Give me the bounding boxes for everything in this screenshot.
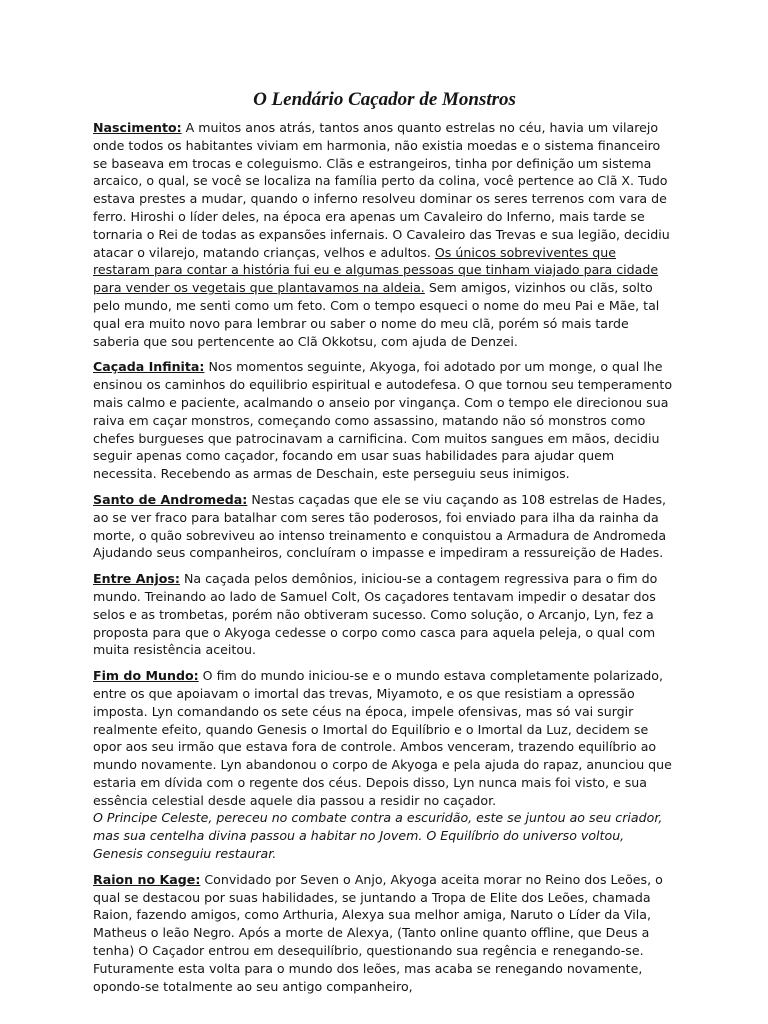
section-text: Na caçada pelos demônios, iniciou-se a contagem regressiva para o fim do mundo. Treinando ao lado de Samuel Colt, Os caçadores tentavam impedir o desatar dos selos e as trombetas, porém não obtiveram sucesso. Como solução, o Arcanjo, Lyn, fez a proposta para que o Akyoga cedesse o corpo como casca para aquela peleja, o qual com muita resistência aceitou. (93, 571, 658, 658)
section-heading: Caçada Infinita: (93, 359, 205, 375)
italic-quote: O Principe Celeste, pereceu no combate contra a escuridão, este se juntou ao seu criador, mas sua centelha divina passou a habitar no Jovem. O Equilíbrio do universo voltou, Genesis conseguiu restaurar. (93, 810, 663, 862)
section-santo-de-andromeda (93, 491, 676, 562)
section-heading: Santo de Andromeda: (93, 491, 248, 507)
underlined-text: Os únicos sobreviventes que restaram para contar a história fui eu e algumas pessoas que tinham viajado para cidade para vender os vegetais que plantavamos na aldeia. (93, 244, 659, 296)
section-heading: Nascimento: (93, 120, 182, 135)
section-text: Nestas caçadas que ele se viu caçando as 108 estrelas de Hades, ao se ver fraco para batalhar com seres tão poderosos, foi enviado para ilha da rainha da morte, o quão sobreviveu ao intenso treinamento e conquistou a Armadura de Andromeda Ajudando seus companheiros, concluíram o impasse e impediram a ressureição de Hades. (93, 491, 667, 561)
section-text-continued: Sem amigos, vizinhos ou clãs, solto pelo mundo, me senti como um feto. Com o tempo esqueci o nome do meu Pai e Mãe, tal qual era muito novo para lembrar ou saber o nome do meu clã, porém só mais tarde saberia que sou pertencente ao Clã Okkotsu, com ajuda de Denzei. (93, 280, 660, 349)
section-text: A muitos anos atrás, tantos anos quanto estrelas no céu, havia um vilarejo onde todos os habitantes viviam em harmonia, não existia moedas e o sistema financeiro se baseava em trocas e coleguismo. Clãs e estrangeiros, tinha por definição um sistema arcaico, o qual, se você se localiza na família perto da colina, você pertence ao Clã X. Tudo estava prestes a mudar, quando o inferno resolveu dominar os seres terrenos com vara de ferro. Hiroshi o líder deles, na época era apenas um Cavaleiro do Inferno, mais tarde se tornaria o Rei de todas as expansões infernais. O Cavaleiro das Trevas e sua legião, decidiu atacar o vilarejo, matando crianças, velhos e adultos. (93, 120, 670, 260)
section-text: Convidado por Seven o Anjo, Akyoga aceita morar no Reino dos Leões, o qual se destacou por suas habilidades, se juntando a Tropa de Elite dos Leões, chamada Raion, fazendo amigos, como Arthuria, Alexya sua melhor amiga, Naruto o Líder da Vila, Matheus o leão Negro. Após a morte de Alexya, (Tanto online quanto offline, que Deus a tenha) O Caçador entrou em desequilíbrio, questionando sua regência e renegando-se. Futuramente esta volta para o mundo dos leões, mas acaba se renegando novamente, opondo-se totalmente ao seu antigo companheiro, (93, 871, 663, 994)
section-entre-anjos (93, 570, 676, 659)
section-heading: Raion no Kage: (93, 871, 201, 887)
document-title: O Lendário Caçador de Monstros (253, 89, 516, 110)
section-heading: Fim do Mundo: (93, 668, 199, 684)
section-fim-do-mundo (93, 667, 676, 863)
section-nascimento (93, 119, 676, 350)
section-heading: Entre Anjos: (93, 571, 180, 587)
section-raion-no-kage (93, 871, 676, 996)
section-cacada-infinita (93, 358, 676, 483)
section-text: Nos momentos seguinte, Akyoga, foi adotado por um monge, o qual lhe ensinou os caminhos do equilibrio espiritual e autodefesa. O que tornou seu temperamento mais calmo e paciente, acalmando o anseio por vingança. Com o tempo ele direcionou sua raiva em caçar monstros, começando como assassino, matando não só monstros como chefes burgueses que patrocinavam a carnificina. Com muitos sangues em mãos, decidiu seguir apenas como caçador, focando em usar suas habilidades para ajudar quem necessita. Recebendo as armas de Deschain, este perseguiu seus inimigos. (93, 359, 673, 482)
section-text: O fim do mundo iniciou-se e o mundo estava completamente polarizado, entre os que apoiavam o imortal das trevas, Miyamoto, e os que resistiam a opressão imposta. Lyn comandando os sete céus na época, impele ofensivas, mas só vai surgir realmente efeito, quando Genesis o Imortal do Equilíbrio e o Imortal da Luz, decidem se opor aos seu irmão que estava fora de controle. Ambos venceram, trazendo equilíbrio ao mundo novamente. Lyn abandonou o corpo de Akyoga e pela ajuda do rapaz, anunciou que estaria em dívida com o regente dos céus. Depois disso, Lyn nunca mais foi visto, e sua essência celestial desde aquele dia passou a residir no caçador. (93, 668, 672, 808)
